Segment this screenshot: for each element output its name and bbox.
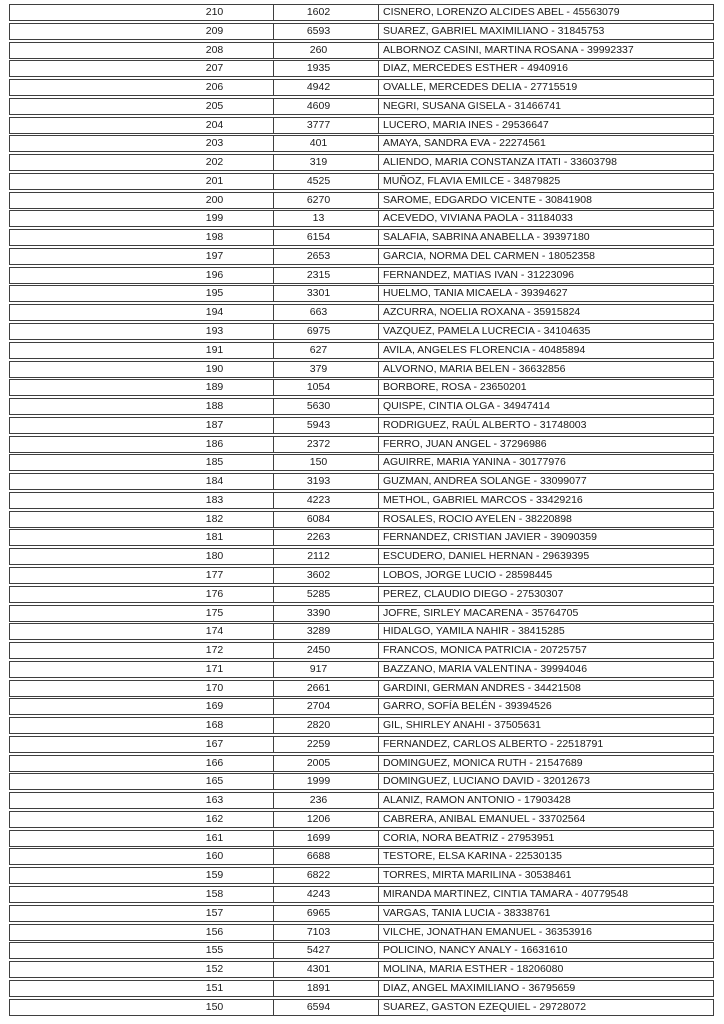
order-position-cell: 182 [10, 512, 274, 527]
table-number-cell: 6154 [274, 230, 379, 245]
order-position-cell: 162 [10, 812, 274, 827]
table-row [9, 4, 714, 21]
table-number-cell: 2661 [274, 681, 379, 696]
person-name-dni-cell: FRANCOS, MONICA PATRICIA - 20725757 [383, 644, 587, 657]
order-position-cell: 165 [10, 774, 274, 789]
order-position-cell: 189 [10, 380, 274, 395]
order-position-cell: 202 [10, 155, 274, 170]
person-name-dni-cell: CISNERO, LORENZO ALCIDES ABEL - 45563079 [383, 6, 620, 18]
table-number-cell: 4243 [274, 887, 379, 902]
person-name-dni-cell: BORBORE, ROSA - 23650201 [383, 381, 527, 394]
table-row [9, 999, 714, 1016]
table-row [9, 755, 714, 772]
order-position-cell: 206 [10, 80, 274, 95]
table-row [9, 379, 714, 396]
order-position-cell: 198 [10, 230, 274, 245]
order-position-cell: 168 [10, 718, 274, 733]
table-row [9, 42, 714, 59]
voter-order-table [9, 4, 714, 1017]
table-number-cell: 2704 [274, 699, 379, 714]
table-row [9, 924, 714, 941]
table-number-cell: 2820 [274, 718, 379, 733]
person-name-dni-cell: ALANIZ, RAMON ANTONIO - 17903428 [383, 794, 571, 807]
order-position-cell: 204 [10, 118, 274, 133]
table-number-cell: 3602 [274, 568, 379, 583]
person-name-dni-cell: AVILA, ANGELES FLORENCIA - 40485894 [383, 343, 586, 356]
order-position-cell: 210 [10, 5, 274, 20]
table-row [9, 398, 714, 415]
table-number-cell: 4223 [274, 493, 379, 508]
person-name-dni-cell: ESCUDERO, DANIEL HERNAN - 29639395 [383, 550, 590, 563]
table-row [9, 511, 714, 528]
person-name-dni-cell: FERNANDEZ, CRISTIAN JAVIER - 39090359 [383, 531, 597, 544]
order-position-cell: 174 [10, 624, 274, 639]
table-row [9, 980, 714, 997]
order-position-cell: 172 [10, 643, 274, 658]
table-row [9, 285, 714, 302]
table-row [9, 492, 714, 509]
table-number-cell: 1602 [274, 5, 379, 20]
table-number-cell: 2112 [274, 549, 379, 564]
table-row [9, 342, 714, 359]
person-name-dni-cell: FERNANDEZ, CARLOS ALBERTO - 22518791 [383, 737, 604, 750]
table-row [9, 680, 714, 697]
person-name-dni-cell: GARCIA, NORMA DEL CARMEN - 18052358 [383, 249, 596, 262]
person-name-dni-cell: AZCURRA, NOELIA ROXANA - 35915824 [383, 306, 581, 319]
table-row [9, 98, 714, 115]
table-row [9, 79, 714, 96]
person-name-dni-cell: FERRO, JUAN ANGEL - 37296986 [383, 437, 547, 450]
order-position-cell: 150 [10, 1000, 274, 1015]
person-name-dni-cell: DOMINGUEZ, MONICA RUTH - 21547689 [383, 756, 583, 769]
table-row [9, 811, 714, 828]
order-position-cell: 183 [10, 493, 274, 508]
table-row [9, 60, 714, 77]
table-number-cell: 1935 [274, 61, 379, 76]
table-row [9, 323, 714, 340]
table-number-cell: 1699 [274, 831, 379, 846]
order-position-cell: 188 [10, 399, 274, 414]
order-position-cell: 190 [10, 362, 274, 377]
table-number-cell: 401 [274, 136, 379, 151]
table-row [9, 886, 714, 903]
table-number-cell: 7103 [274, 925, 379, 940]
person-name-dni-cell: GARRO, SOFÍA BELÉN - 39394526 [383, 700, 552, 713]
table-number-cell: 2653 [274, 249, 379, 264]
table-row [9, 210, 714, 227]
table-row [9, 117, 714, 134]
person-name-dni-cell: LOBOS, JORGE LUCIO - 28598445 [383, 568, 553, 581]
table-number-cell: 4609 [274, 99, 379, 114]
table-number-cell: 3301 [274, 286, 379, 301]
person-name-dni-cell: ALBORNOZ CASINI, MARTINA ROSANA - 39992337 [383, 43, 634, 56]
person-name-dni-cell: AMAYA, SANDRA EVA - 22274561 [383, 137, 546, 150]
table-number-cell: 5943 [274, 418, 379, 433]
person-name-dni-cell: JOFRE, SIRLEY MACARENA - 35764705 [383, 606, 579, 619]
order-position-cell: 193 [10, 324, 274, 339]
table-number-cell: 2315 [274, 268, 379, 283]
order-position-cell: 177 [10, 568, 274, 583]
table-number-cell: 2005 [274, 756, 379, 771]
order-position-cell: 194 [10, 305, 274, 320]
person-name-dni-cell: CABRERA, ANIBAL EMANUEL - 33702564 [383, 812, 586, 825]
person-name-dni-cell: HIDALGO, YAMILA NAHIR - 38415285 [383, 625, 565, 638]
person-name-dni-cell: VAZQUEZ, PAMELA LUCRECIA - 34104635 [383, 325, 591, 338]
order-position-cell: 175 [10, 606, 274, 621]
person-name-dni-cell: DIAZ, ANGEL MAXIMILIANO - 36795659 [383, 981, 576, 994]
person-name-dni-cell: MUÑOZ, FLAVIA EMILCE - 34879825 [383, 174, 561, 187]
order-position-cell: 163 [10, 793, 274, 808]
order-position-cell: 156 [10, 925, 274, 940]
order-position-cell: 166 [10, 756, 274, 771]
order-position-cell: 160 [10, 849, 274, 864]
person-name-dni-cell: PEREZ, CLAUDIO DIEGO - 27530307 [383, 587, 564, 600]
table-row [9, 23, 714, 40]
person-name-dni-cell: POLICINO, NANCY ANALY - 16631610 [383, 944, 568, 957]
table-number-cell: 6822 [274, 868, 379, 883]
person-name-dni-cell: GUZMAN, ANDREA SOLANGE - 33099077 [383, 475, 587, 488]
order-position-cell: 169 [10, 699, 274, 714]
order-position-cell: 205 [10, 99, 274, 114]
table-row [9, 173, 714, 190]
table-number-cell: 4525 [274, 174, 379, 189]
person-name-dni-cell: LUCERO, MARIA INES - 29536647 [383, 118, 549, 131]
order-position-cell: 159 [10, 868, 274, 883]
person-name-dni-cell: ALVORNO, MARIA BELEN - 36632856 [383, 362, 566, 375]
table-number-cell: 917 [274, 662, 379, 677]
order-position-cell: 191 [10, 343, 274, 358]
table-row [9, 154, 714, 171]
person-name-dni-cell: GIL, SHIRLEY ANAHI - 37505631 [383, 719, 541, 732]
table-number-cell: 2263 [274, 530, 379, 545]
table-number-cell: 2372 [274, 437, 379, 452]
person-name-dni-cell: FERNANDEZ, MATIAS IVAN - 31223096 [383, 268, 575, 281]
table-number-cell: 4301 [274, 962, 379, 977]
table-number-cell: 1891 [274, 981, 379, 996]
person-name-dni-cell: SUAREZ, GASTON EZEQUIEL - 29728072 [383, 1000, 587, 1013]
order-position-cell: 151 [10, 981, 274, 996]
order-position-cell: 208 [10, 43, 274, 58]
person-name-dni-cell: DOMINGUEZ, LUCIANO DAVID - 32012673 [383, 775, 590, 788]
table-row [9, 961, 714, 978]
table-number-cell: 6593 [274, 24, 379, 39]
table-number-cell: 6084 [274, 512, 379, 527]
person-name-dni-cell: SUAREZ, GABRIEL MAXIMILIANO - 31845753 [383, 24, 605, 37]
table-row [9, 417, 714, 434]
table-number-cell: 5427 [274, 943, 379, 958]
order-position-cell: 185 [10, 455, 274, 470]
order-position-cell: 176 [10, 587, 274, 602]
table-number-cell: 6594 [274, 1000, 379, 1015]
table-number-cell: 379 [274, 362, 379, 377]
table-row [9, 548, 714, 565]
table-number-cell: 627 [274, 343, 379, 358]
table-number-cell: 236 [274, 793, 379, 808]
table-number-cell: 1054 [274, 380, 379, 395]
order-position-cell: 195 [10, 286, 274, 301]
table-row [9, 248, 714, 265]
person-name-dni-cell: SAROME, EDGARDO VICENTE - 30841908 [383, 193, 592, 206]
order-position-cell: 209 [10, 24, 274, 39]
order-position-cell: 180 [10, 549, 274, 564]
person-name-dni-cell: MOLINA, MARIA ESTHER - 18206080 [383, 963, 564, 976]
order-position-cell: 167 [10, 737, 274, 752]
order-position-cell: 181 [10, 530, 274, 545]
table-row [9, 642, 714, 659]
table-row [9, 135, 714, 152]
table-row [9, 586, 714, 603]
order-position-cell: 201 [10, 174, 274, 189]
table-row [9, 454, 714, 471]
table-row [9, 623, 714, 640]
person-name-dni-cell: QUISPE, CINTIA OLGA - 34947414 [383, 400, 550, 413]
person-name-dni-cell: CORIA, NORA BEATRIZ - 27953951 [383, 831, 555, 844]
order-position-cell: 196 [10, 268, 274, 283]
order-position-cell: 203 [10, 136, 274, 151]
table-number-cell: 3193 [274, 474, 379, 489]
person-name-dni-cell: ACEVEDO, VIVIANA PAOLA - 31184033 [383, 212, 573, 225]
person-name-dni-cell: ROSALES, ROCIO AYELEN - 38220898 [383, 512, 572, 525]
order-position-cell: 157 [10, 906, 274, 921]
table-number-cell: 150 [274, 455, 379, 470]
table-number-cell: 5630 [274, 399, 379, 414]
person-name-dni-cell: VARGAS, TANIA LUCIA - 38338761 [383, 906, 551, 919]
table-number-cell: 2450 [274, 643, 379, 658]
table-row [9, 229, 714, 246]
person-name-dni-cell: ALIENDO, MARIA CONSTANZA ITATI - 33603798 [383, 156, 617, 169]
table-row [9, 830, 714, 847]
table-row [9, 867, 714, 884]
table-number-cell: 663 [274, 305, 379, 320]
order-position-cell: 152 [10, 962, 274, 977]
person-name-dni-cell: HUELMO, TANIA MICAELA - 39394627 [383, 287, 568, 300]
table-row [9, 773, 714, 790]
table-row [9, 436, 714, 453]
table-number-cell: 1206 [274, 812, 379, 827]
order-position-cell: 171 [10, 662, 274, 677]
table-row [9, 717, 714, 734]
person-name-dni-cell: SALAFIA, SABRINA ANABELLA - 39397180 [383, 231, 590, 244]
table-row [9, 267, 714, 284]
order-position-cell: 186 [10, 437, 274, 452]
person-name-dni-cell: GARDINI, GERMAN ANDRES - 34421508 [383, 681, 581, 694]
order-position-cell: 161 [10, 831, 274, 846]
person-name-dni-cell: DIAZ, MERCEDES ESTHER - 4940916 [383, 62, 568, 75]
table-row [9, 529, 714, 546]
person-name-dni-cell: OVALLE, MERCEDES DELIA - 27715519 [383, 81, 578, 94]
table-row [9, 698, 714, 715]
table-row [9, 567, 714, 584]
table-row [9, 736, 714, 753]
order-position-cell: 197 [10, 249, 274, 264]
table-row [9, 192, 714, 209]
table-row [9, 473, 714, 490]
order-position-cell: 158 [10, 887, 274, 902]
table-number-cell: 319 [274, 155, 379, 170]
person-name-dni-cell: RODRIGUEZ, RAÚL ALBERTO - 31748003 [383, 418, 587, 431]
person-name-dni-cell: METHOL, GABRIEL MARCOS - 33429216 [383, 493, 583, 506]
table-row [9, 792, 714, 809]
person-name-dni-cell: MIRANDA MARTINEZ, CINTIA TAMARA - 40779548 [383, 887, 629, 900]
table-number-cell: 3777 [274, 118, 379, 133]
table-row [9, 905, 714, 922]
table-number-cell: 1999 [274, 774, 379, 789]
table-number-cell: 3289 [274, 624, 379, 639]
order-position-cell: 207 [10, 61, 274, 76]
table-number-cell: 260 [274, 43, 379, 58]
table-number-cell: 6688 [274, 849, 379, 864]
table-row [9, 661, 714, 678]
table-number-cell: 13 [274, 211, 379, 226]
table-row [9, 304, 714, 321]
table-number-cell: 3390 [274, 606, 379, 621]
table-number-cell: 5285 [274, 587, 379, 602]
person-name-dni-cell: BAZZANO, MARIA VALENTINA - 39994046 [383, 662, 588, 675]
person-name-dni-cell: TESTORE, ELSA KARINA - 22530135 [383, 850, 562, 863]
order-position-cell: 199 [10, 211, 274, 226]
table-number-cell: 2259 [274, 737, 379, 752]
table-row [9, 848, 714, 865]
order-position-cell: 155 [10, 943, 274, 958]
table-row [9, 361, 714, 378]
order-position-cell: 200 [10, 193, 274, 208]
table-number-cell: 6975 [274, 324, 379, 339]
table-number-cell: 6965 [274, 906, 379, 921]
order-position-cell: 187 [10, 418, 274, 433]
order-position-cell: 184 [10, 474, 274, 489]
person-name-dni-cell: AGUIRRE, MARIA YANINA - 30177976 [383, 456, 566, 469]
table-row [9, 605, 714, 622]
person-name-dni-cell: NEGRI, SUSANA GISELA - 31466741 [383, 99, 562, 112]
person-name-dni-cell: TORRES, MIRTA MARILINA - 30538461 [383, 869, 572, 882]
order-position-cell: 170 [10, 681, 274, 696]
person-name-dni-cell: VILCHE, JONATHAN EMANUEL - 36353916 [383, 925, 592, 938]
table-number-cell: 4942 [274, 80, 379, 95]
table-row [9, 942, 714, 959]
table-number-cell: 6270 [274, 193, 379, 208]
